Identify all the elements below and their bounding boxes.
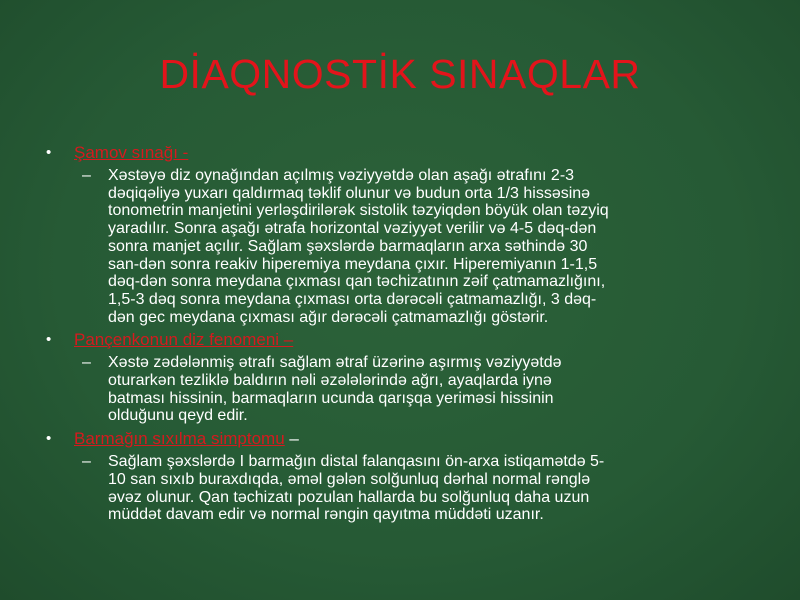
text-line: batması hissinin, barmaqların ucunda qarışqa yeriməsi hissinin <box>108 389 554 407</box>
text-line: Xəstəyə diz oynağından açılmış vəziyyətdə olan aşağı ətrafını 2-3 <box>108 167 575 184</box>
bullet-dot-icon: • <box>46 430 52 448</box>
text-line: sonra manjet açılır. Sağlam şəxslərdə barmaqların arxa səthində 30 <box>108 237 588 255</box>
bullet-dot-icon: • <box>46 331 52 349</box>
text-line: 10 san sıxıb buraxdıqda, əməl gələn solğunluq dərhal normal rənglə <box>108 470 591 488</box>
text-line: dən gec meydana çıxması ağır dərəcəli çatmamazlığı göstərir. <box>108 308 549 326</box>
bullet-heading-tail: – <box>284 429 299 449</box>
bullet-heading: Şamov sınağı - <box>74 143 189 162</box>
text-line: dəqiqəliyə yuxarı qaldırmaq təklif olunur və budun orta 1/3 hissəsinə <box>108 184 591 202</box>
text-line: yaradılır. Sonra aşağı ətrafa horizontal vəziyyət verilir və 4-5 dəq-dən <box>108 220 597 238</box>
text-line: dəq-dən sonra meydana çıxması qan təchizatının zəif çatmamazlığını, <box>108 273 606 291</box>
bullet-finger-compression <box>46 429 776 449</box>
text-line: 1,5-3 dəq sonra meydana çıxması orta dərəcəli çatmamazlığı, 3 dəq- <box>108 290 597 308</box>
text-line: san-dən sonra reakiv hiperemiya meydana çıxır. Hiperemiyanın 1-1,5 <box>108 255 598 273</box>
text-line: əvəz olunur. Qan təchizatı pozulan hallarda bu solğunluq daha uzun <box>108 488 590 506</box>
bullet-panchenko-knee <box>46 330 776 350</box>
text-line: Sağlam şəxslərdə I barmağın distal falanqasını ön-arxa istiqamətdə 5- <box>108 453 605 471</box>
slide-content <box>46 143 776 528</box>
dash-icon: – <box>82 453 91 471</box>
text-line: oturarkən tezliklə baldırın nəli əzələlərində ağrı, ayaqlarda iynə <box>108 372 552 390</box>
text-line: tonometrin manjetini yerləşdirilərək sistolik təzyiqdən böyük olan təzyiq <box>108 202 609 220</box>
bullet-heading: Pançenkonun diz fenomeni – <box>74 330 294 350</box>
bullet-shamov-test <box>46 143 776 163</box>
sub-bullet-panchenko-desc <box>82 354 776 425</box>
text-line: olduğunu qeyd edir. <box>108 407 248 425</box>
dash-icon: – <box>82 354 91 372</box>
bullet-dot-icon: • <box>46 144 52 161</box>
text-line: müddət davam edir və normal rəngin qayıtma müddəti uzanır. <box>108 506 544 524</box>
dash-icon: – <box>82 167 91 184</box>
sub-bullet-shamov-desc <box>82 167 776 326</box>
sub-bullet-finger-desc <box>82 453 776 524</box>
bullet-heading: Barmağın sıxılma simptomu <box>74 429 285 449</box>
slide-title: DİAQNOSTİK SINAQLAR <box>159 51 641 97</box>
text-line: Xəstə zədələnmiş ətrafı sağlam ətraf üzərinə aşırmış vəziyyətdə <box>108 354 562 372</box>
